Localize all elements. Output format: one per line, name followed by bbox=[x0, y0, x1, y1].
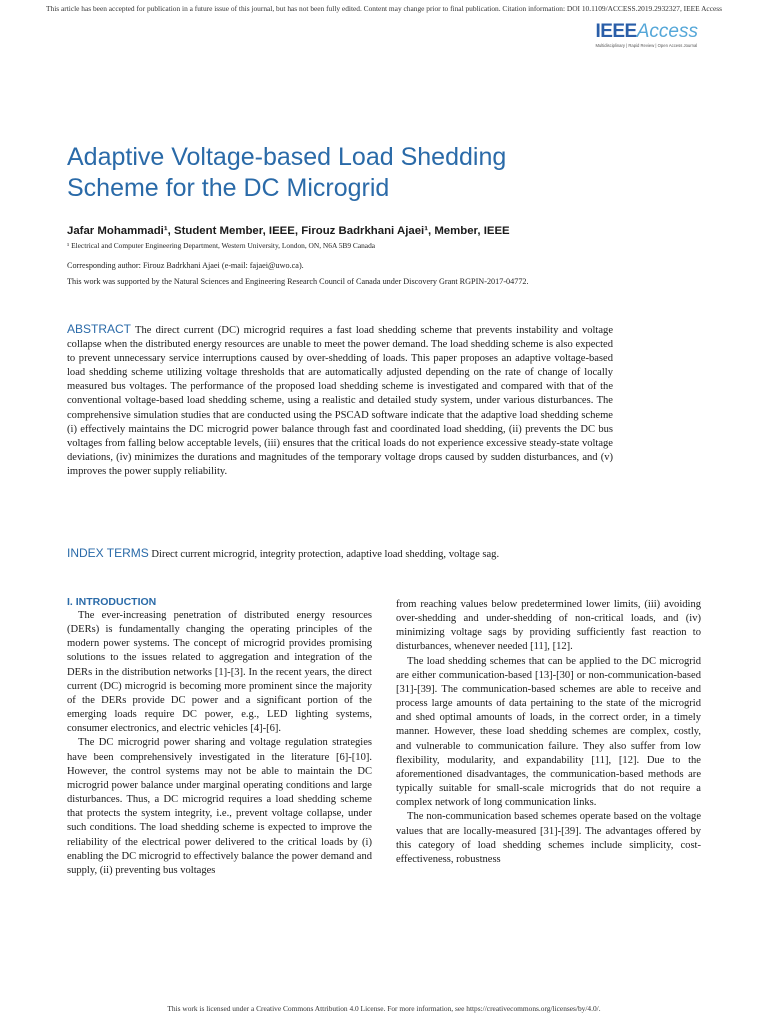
logo-access: Access bbox=[636, 21, 698, 42]
body-paragraph: The DC microgrid power sharing and voltage regulation strategies have been comprehensively investigated in the literature [6]-[10]. However, the control systems may not be able to maintain the DC microgrid power balance under marginal operating conditions and large disturbances. Thus, a DC microgrid requires a load shedding scheme that protects the system integrity, i.e., prevent voltage collapse, under such conditions. The load shedding scheme is expected to improve the reliability of the electrical power delivered to the critical loads by (i) enabling the DC microgrid to effectively balance the power demand and supply, (ii) preventing bus voltages bbox=[67, 737, 372, 876]
title-line-2: Scheme for the DC Microgrid bbox=[67, 174, 390, 202]
body-paragraph: The non-communication based schemes operate based on the voltage values that are locally-measured [31]-[39]. The advantages offered by this category of load shedding schemes include simplicity, cost-effectiveness, robustness bbox=[396, 811, 701, 865]
abstract-label: ABSTRACT bbox=[67, 322, 132, 336]
abstract-text: The direct current (DC) microgrid requires a fast load shedding scheme that prevents instability and voltage collapse when the distributed energy resources are unable to meet the power demand. The load shedding scheme is also expected to prevent unnecessary service interruptions caused by over-shedding of loads. This paper proposes an adaptive voltage-based load shedding scheme utilizing voltage thresholds that are automatically adjusted depending on the rate of change of locally measured bus voltages. The performance of the proposed load shedding scheme is investigated and compared with that of the conventional voltage-based load shedding scheme, using a realistic and detailed study system, under various disturbances. The comprehensive simulation studies that are conducted using the PSCAD software indicate that the adaptive load shedding scheme (i) effectively maintains the DC microgrid power balance through fast and coordinated load shedding, (ii) prevents the DC bus voltages from falling below acceptable levels, (iii) ensures that the critical loads do not experience excessive steady-state voltage deviations, (iv) minimizes the durations and magnitudes of the temporary voltage drops caused by sudden disturbances, and (v) improves the power supply reliability. bbox=[67, 325, 613, 477]
journal-logo bbox=[595, 22, 698, 48]
abstract bbox=[67, 322, 613, 479]
corresponding-author: Corresponding author: Firouz Badrkhani Ajaei (e-mail: fajaei@uwo.ca). bbox=[67, 261, 304, 270]
right-column bbox=[396, 598, 701, 867]
license-footer: This work is licensed under a Creative Commons Attribution 4.0 License. For more information, see https://creativecommons.org/licenses/by/4.0/. bbox=[167, 1004, 601, 1013]
accepted-article-notice: This article has been accepted for publication in a future issue of this journal, but has not been fully edited. Content may change prior to final publication. Citation information: DOI 10.1109/ACCESS.2019.2932327, IEEE Access bbox=[45, 4, 723, 13]
index-terms-text: Direct current microgrid, integrity protection, adaptive load shedding, voltage sag. bbox=[148, 549, 500, 560]
affiliation: ¹ Electrical and Computer Engineering Department, Western University, London, ON, N6A 5B9 Canada bbox=[67, 241, 376, 250]
body-paragraph: The ever-increasing penetration of distributed energy resources (DERs) is fundamentally changing the operating principles of the modern power systems. The concept of microgrid provides promising solutions to the issues related to aggregation and integration of the DERs in the distribution networks [1]-[3]. In the recent years, the direct current (DC) microgrid is becoming more prominent since the majority of the DERs provide DC power and a significant portion of the emerging loads require DC power, e.g., LED lighting systems, consumer electronics, and electric vehicles [4]-[6]. bbox=[67, 610, 372, 735]
title-line-1: Adaptive Voltage-based Load Shedding bbox=[67, 143, 507, 171]
paper-title bbox=[67, 142, 707, 204]
author-list: Jafar Mohammadi¹, Student Member, IEEE, Firouz Badrkhani Ajaei¹, Member, IEEE bbox=[67, 225, 510, 237]
section-heading-introduction: I. INTRODUCTION bbox=[67, 596, 157, 608]
logo-ieee: IEEE bbox=[595, 21, 637, 42]
body-paragraph: The load shedding schemes that can be applied to the DC microgrid are either communication-based [13]-[30] or non-communication-based [31]-[39]. The communication-based schemes are able to receive and process large amounts of data pertaining to the state of the microgrid and shed optimal amounts of loads, in the correct order, in a timely manner. However, these load shedding schemes are complex, costly, and vulnerable to communication failure. They also suffer from low flexibility, modularity, and expandability [11], [12]. Due to the aforementioned disadvantages, the communication-based methods are typically suitable for small-scale microgrids that do not require a complex network of long communication links. bbox=[396, 655, 701, 809]
index-terms-label: INDEX TERMS bbox=[67, 546, 149, 560]
index-terms bbox=[67, 546, 687, 562]
logo-tagline: Multidisciplinary | Rapid Review | Open Access Journal bbox=[595, 43, 698, 48]
left-column bbox=[67, 596, 372, 878]
body-paragraph: from reaching values below predetermined lower limits, (iii) avoiding over-shedding and under-shedding of non-critical loads, and (iv) minimizing voltage sags by providing sufficiently fast reaction to disturbances, whenever needed [11], [12]. bbox=[396, 599, 701, 653]
funding-statement: This work was supported by the Natural Sciences and Engineering Research Council of Canada under Discovery Grant RGPIN-2017-04772. bbox=[67, 277, 529, 286]
logo-wordmark bbox=[595, 22, 698, 42]
